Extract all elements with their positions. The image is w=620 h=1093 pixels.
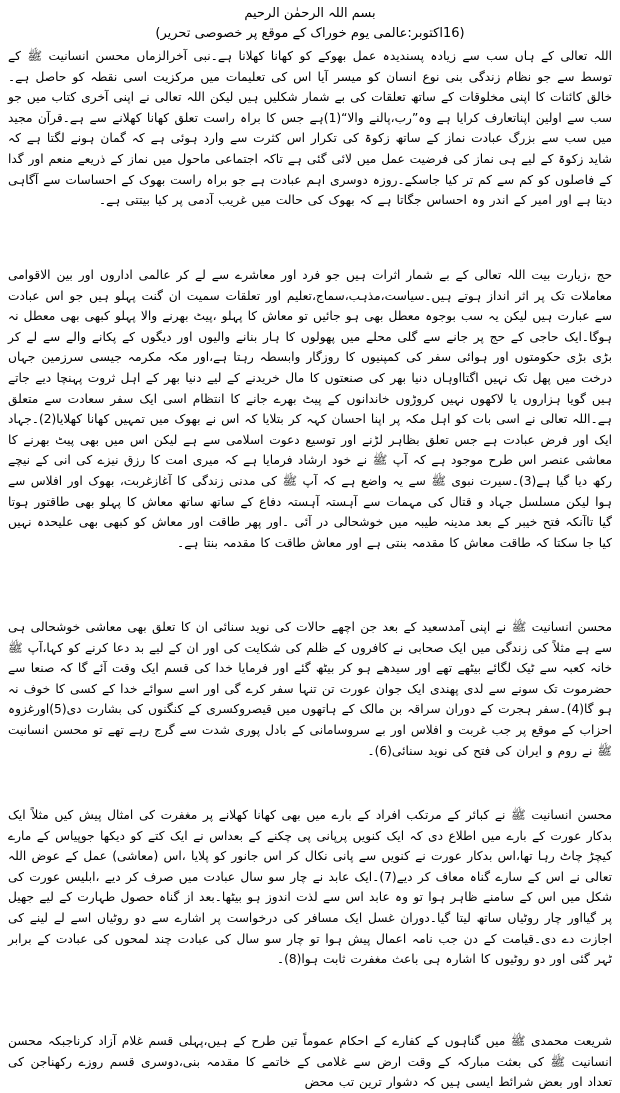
paragraph-1: اللہ تعالی کے ہاں سب سے زیادہ پسندیدہ عمل بھوکے کو کھانا کھلانا ہے۔نبی آخرالزماں محسن انسانیت ﷺ کے توسط سے جو نظام زندگی بنی نوع انسان کو میسر آیا اس کی تعلیمات میں مرکزیت اسی نقطہ کو حاصل ہے۔خالق کائنات کا اپنی مخلوقات کے ساتھ تعلقات کی بے شمار شکلیں ہیں لیکن اللہ تعالی نے اپنی آخری کتاب میں جو سب سے اولین اپناتعارف کرایا ہے وہ”رب،پالنے والا“(1)ہے جس کا براہ راست تعلق کھانا کھلانے سے ہے۔قرآن مجید میں سب سے بزرگ عبادت نماز کے ساتھ زکوۃ کی تکرار اس کثرت سے وارد ہوئی ہے کہ گمان ہونے لگتا ہے کہ شاید زکوۃ کے لیے ہی نماز کی فرضیت عمل میں لائی گئی ہے تاکہ اجتماعی ماحول میں نماز کے ذریعے منعم اور گدا کے فاصلوں کو کم سے کم تر کیا جاسکے۔روزہ دوسری اہم عبادت ہے جو براہ راست بھوک کے احساسات سے آگاہی دیتا ہے اور امیر کے اندر وہ احساس جگاتا ہے کہ بھوک کی حالت میں غریب آدمی پر کیا بیتتی ہے۔ xyxy=(8,49,612,208)
paragraph-3: محسن انسانیت ﷺ نے اپنی آمدسعید کے بعد جن اچھے حالات کی نوید سنائی ان کا تعلق بھی معاشی خوشحالی ہی سے ہے مثلاً کی زندگی میں ایک صحابی نے کافروں کے ظلم کی شکایت کی اور ان کے لیے بد دعا کرنے کو کہا،آپ ﷺ خانہ کعبہ سے ٹیک لگائے بیٹھے تھے اور سیدھے ہو کر بیٹھ گئے اور فرمایا خدا کی قسم ایک وقت آئے گا کہ صنعا سے حضرموت تک سونے سے لدی پھندی ایک جوان عورت تن تنہا سفر کرے گی اور اسے سوائے خدا کے کسی کا خوف نہ ہو گا(4)۔سفر ہجرت کے دوران سراقہ بن مالک کے ہاتھوں میں قیصروکسری کے کنگنوں کی بشارت دی(5)اورغزوہ احزاب کے موقع پر جب غربت و افلاس اور بے سروسامانی کے بادل پوری شدت سے گرج رہے تھے تو محسن انسانیت ﷺ نے روم و ایران کی فتح کی نوید سنائی(6)۔ xyxy=(8,620,612,758)
basmala-heading: بسم اللہ الرحمٰن الرحیم xyxy=(244,6,376,21)
paragraph-4: محسن انسانیت ﷺ نے کبائر کے مرتکب افراد کے بارے میں بھی کھانا کھلانے پر مغفرت کی امثال پیش کیں مثلاً ایک بدکار عورت کے بارے میں اطلاع دی کہ ایک کنویں پرپانی پی چکنے کے بعداس نے ایک کتے کو دیکھا جوپیاس کے مارے کیچڑ چاٹ رہا تھا،اس بدکار عورت نے کنویں سے پانی نکال کر اس جانور کو پلایا ،اس (معاشی) عمل کے عوض اللہ تعالی نے اس کے سارے گناہ معاف کر دیے(7)۔ایک عابد نے چار سو سال عبادت میں صرف کر دیے ،ابلیس عورت کی شکل میں اس کے سامنے ظاہر ہوا تو وہ عابد اس سے لذت اندوز ہو بیٹھا۔بعد از گناہ حصول طہارت کے لیے جھیل پر گیااور چار روٹیاں ساتھ لیتا گیا۔دوران غسل ایک مسافر کی درخواست پر اشارے سے دو روٹیاں اسے لے لینے کی اجازت دے دی۔قیامت کے دن جب نامہ اعمال پیش ہوا تو چار سو سال کی عبادت چند لمحوں کی عبادت کے برابر ٹہر گئی اور دو روٹیوں کا اشارہ ہی باعث مغفرت ثابت ہوا(8)۔ xyxy=(8,808,613,967)
paragraph-5: شریعت محمدی ﷺ میں گناہوں کے کفارے کے احکام عموماً تین طرح کے ہیں،پہلی قسم غلام آزاد کرناجبکہ محسن انسانیت ﷺ کی بعثت مبارکہ کے وقت ارض سے غلامی کے خاتمے کا مقدمہ بنی،دوسری قسم روزے رکھناجن کی تعداد اور بعض شرائط ایسی ہیں کہ دشوار ترین تب محض xyxy=(8,1034,612,1090)
article-subtitle: (16اکتوبر:عالمی یوم خوراک کے موقع پر خصوصی تحریر) xyxy=(155,26,465,41)
paragraph-2: حج ،زیارت بیت اللہ تعالی کے بے شمار اثرات ہیں جو فرد اور معاشرے سے لے کر عالمی اداروں اور بین الاقوامی معاملات تک پر اثر انداز ہوتے ہیں۔سیاست،مذہب،سماج،تعلیم اور تعلقات سمیت ان گنت پہلو ہیں جو اس عبادت سے عبارت ہیں لیکن یہ سب بوجوہ معطل بھی ہو جائیں تو معاش کا پہلو ،پیٹ بھرنے والا پہلو کبھی بھی معطل نہ ہوگا۔ایک حاجی کے حج پر جانے سے گلی محلے میں پھولوں کا ہار بنانے والیوں اور دیگوں کے پکانے والے سے لے کر بڑی بڑی حکومتوں اور ہوائی سفر کی کمپنیوں کا روزگار وابسطہ رہتا ہے،اور مکہ مکرمہ جیسی سرزمین جہاں درخت میں پھل تک نہیں اگتااوہاں دنیا بھر کی صنعتوں کا مال خریدنے کے لیے دنیا بھر کے اہل ثروت پہنچا دیے جاتے ہیں گویا ہزاروں یا لاکھوں نہیں کروڑوں خاندانوں کے پیٹ بھرے جانے کا انتظام اسی ایک سفر سعادت سے متعلق ہے۔اللہ تعالی نے اسی بات کو اہل مکہ پر اپنا احسان کہہ کر بتلایا کہ اس نے بھوک میں تمہیں کھانا کھلایا(2)۔جہاد ایک اور فرض عبادت ہے جس تعلق بظاہر لڑنے اور توسیع دعوت اسلامی سے ہے لیکن اس میں بھی پیٹ بھرنے کا معاشی عنصر اس طرح موجود ہے کہ آپ ﷺ نے خود ارشاد فرمایا ہے کہ میری امت کا رزق نیزے کی انی کے نیچے رکھ دیا گیا ہے(3)۔سیرت نبوی ﷺ سے یہ واضع ہے کہ آپ ﷺ کی مدنی زندگی کا آغازغربت، بھوک اور افلاس سے ہوا لیکن مسلسل جہاد و قتال کی مہمات سے آہستہ آہستہ دفاع کے ساتھ ساتھ معاش کا پہلو بھی طاقتور ہوتا گیا تاآنکہ فتح خیبر کے بعد مدینہ طیبہ میں خوشحالی در آئی ۔اور پھر طاقت اور معاش کو کبھی بھی علیحدہ نہیں کیا جا سکتا کہ طاقت معاش کا مقدمہ بنتی ہے اور معاش طاقت کا مقدمہ بنتا ہے۔ xyxy=(8,268,612,550)
